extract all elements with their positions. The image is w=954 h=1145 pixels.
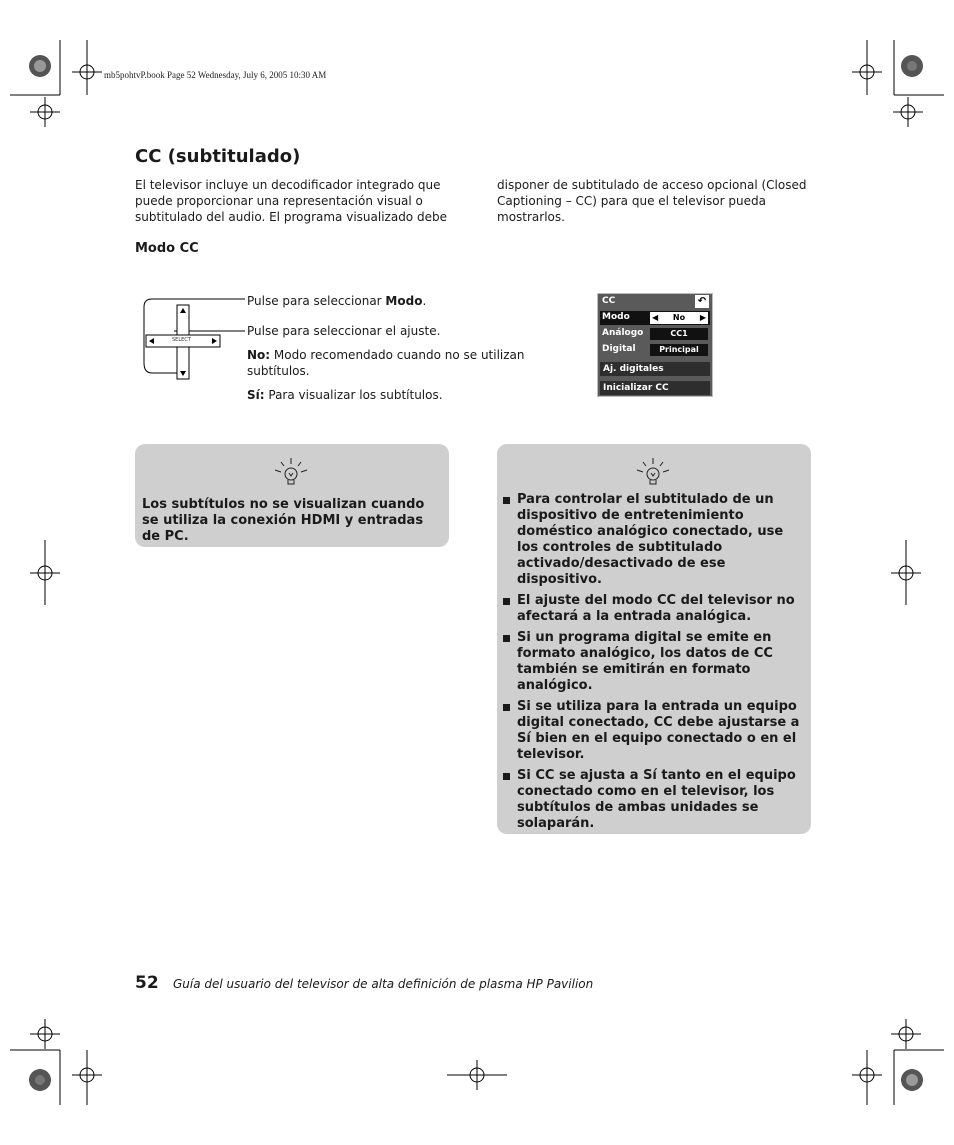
osd-value-analogo: CC1 [650,328,708,340]
intro-column-1: El televisor incluye un decodificador integrado que puede proporcionar una representación visual o subtitulado del audio. El programa visualizado debe [135,178,447,224]
instruction-select-mode: Pulse para seleccionar Modo. [247,294,427,308]
tip-box-right [497,444,811,834]
osd-title-bar [600,295,710,309]
list-item: Si CC se ajusta a Sí tanto en el equipo conectado como en el televisor, los subtítulos de ambas unidades se solaparán. [497,768,803,832]
option-no-description: No: Modo recomendado cuando no se utilizan subtítulos. [247,348,525,378]
intro-column-2: disponer de subtitulado de acceso opcional (Closed Captioning – CC) para que el televisor pueda mostrarlos. [497,178,807,224]
list-item: Si se utiliza para la entrada un equipo digital conectado, CC debe ajustarse a Sí bien en el equipo conectado o en el televisor. [497,699,803,763]
list-item: Si un programa digital se emite en formato analógico, los datos de CC también se emitirán en formato analógico. [497,630,803,694]
osd-value-digital: Principal [650,344,708,356]
lightbulb-icon [273,456,309,488]
list-item: Para controlar el subtitulado de un dispositivo de entretenimiento doméstico analógico conectado, use los controles de subtitulado activado/desactivado de ese dispositivo. [497,492,803,588]
option-si-description: Sí: Para visualizar los subtítulos. [247,388,443,402]
tip-left-text: Los subtítulos no se visualizan cuando se utiliza la conexión HDMI y entradas de PC. [142,497,425,544]
tip-right-list [497,492,803,837]
lightbulb-icon [635,456,671,488]
osd-title: CC [602,296,616,306]
instruction-select-setting: Pulse para seleccionar el ajuste. [247,324,441,338]
guide-title: Guía del usuario del televisor de alta definición de plasma HP Pavilion [173,977,594,991]
return-icon: ↶ [695,295,709,308]
page-title: CC (subtitulado) [135,146,301,167]
cc-onscreen-menu [597,293,713,397]
select-button-label: SELECT [172,337,191,343]
osd-row-modo: Modo ◀ No ▶ [600,311,710,325]
osd-inicializar-cc: Inicializar CC [600,381,710,395]
arrow-right-icon: ▶ [699,313,706,322]
remote-dpad-illustration [140,293,250,383]
osd-ajustes-digitales: Aj. digitales [600,362,710,376]
tip-box-left [135,444,449,547]
osd-row-digital: Digital Principal [600,343,710,357]
subsection-title: Modo CC [135,241,199,256]
osd-row-analogo: Análogo CC1 [600,327,710,341]
list-item: El ajuste del modo CC del televisor no afectará a la entrada analógica. [497,593,803,625]
page-number: 52 [135,973,159,993]
arrow-left-icon: ◀ [652,313,659,322]
osd-value-modo: ◀ No ▶ [652,313,706,322]
file-info-header: mb5pohtvP.book Page 52 Wednesday, July 6, 2005 10:30 AM [104,70,327,80]
